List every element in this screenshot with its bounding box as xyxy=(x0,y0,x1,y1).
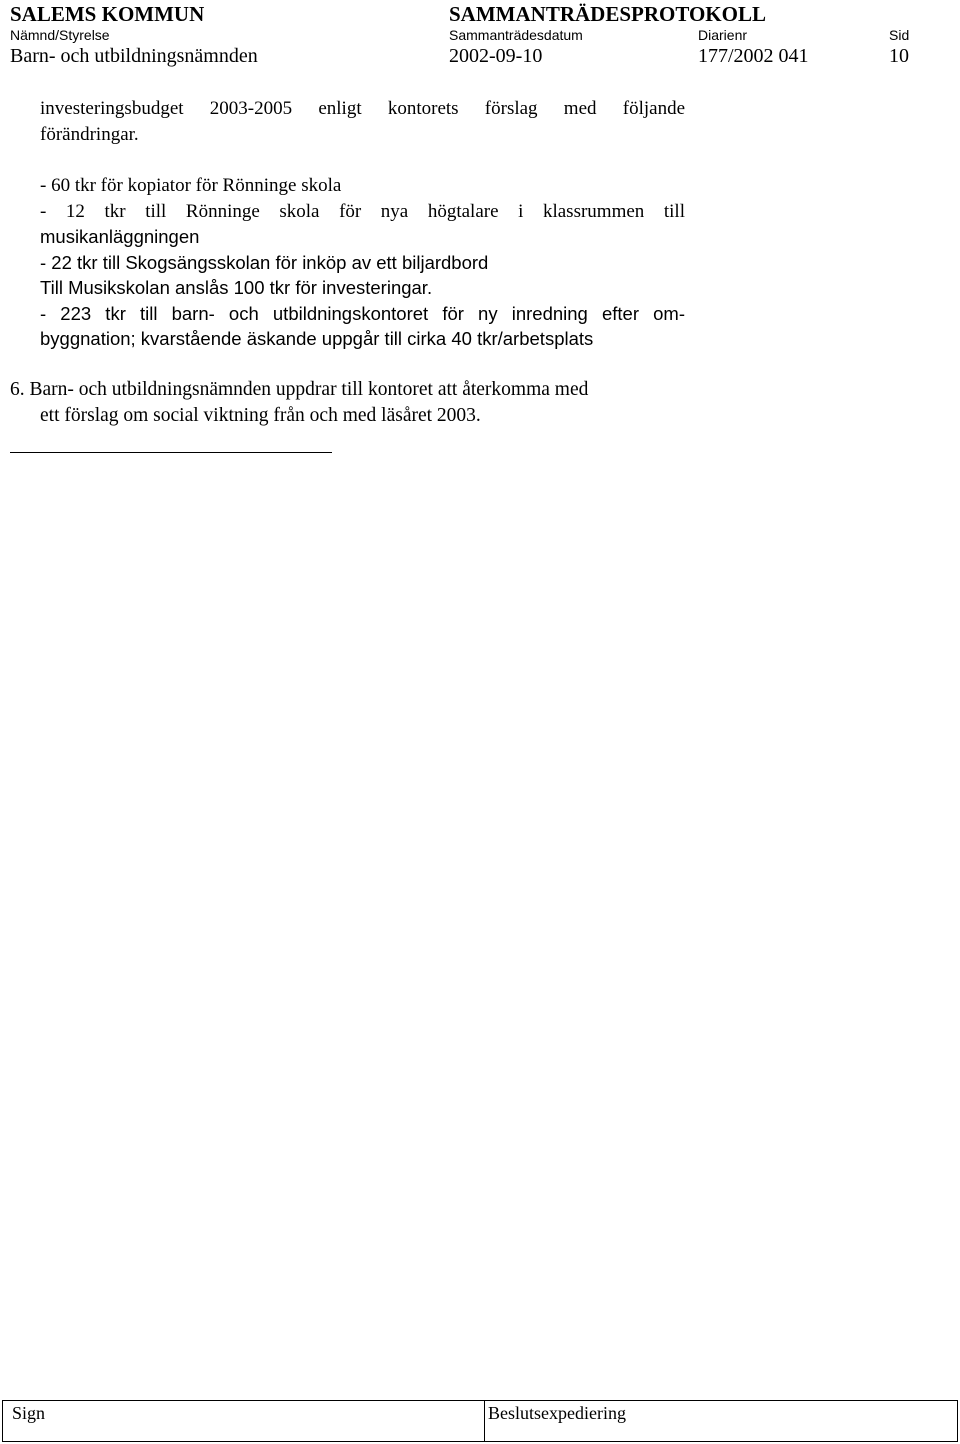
meeting-date-label: Sammanträdesdatum xyxy=(449,27,583,43)
end-rule xyxy=(10,452,332,453)
list-item: - 22 tkr till Skogsängsskolan för inköp av ett biljardbord xyxy=(40,251,489,273)
sign-label: Sign xyxy=(12,1403,46,1423)
document-type: SAMMANTRÄDESPROTOKOLL xyxy=(449,2,766,26)
decision-item-line: ett förslag om social viktning från och med läsåret 2003. xyxy=(40,404,481,426)
list-item: byggnation; kvarstående äskande uppgår till cirka 40 tkr/arbetsplats xyxy=(40,328,594,349)
decision-item-line xyxy=(10,377,588,403)
meeting-date: 2002-09-10 xyxy=(449,45,543,67)
item-number: 6. xyxy=(10,379,25,400)
intro-line: förändringar. xyxy=(40,123,139,145)
list-item: - 60 tkr för kopiator för Rönninge skola xyxy=(40,175,342,196)
diary-number-label: Diarienr xyxy=(698,27,748,43)
intro-paragraph xyxy=(40,96,685,147)
diary-number: 177/2002 041 xyxy=(698,45,809,67)
footer-box xyxy=(2,1400,958,1442)
list-item: musikanläggningen xyxy=(40,226,200,247)
board-label: Nämnd/Styrelse xyxy=(10,27,110,43)
dispatch-label: Beslutsexpediering xyxy=(488,1403,626,1423)
footer-divider xyxy=(484,1401,485,1441)
list-item: - 223 tkr till barn- och utbildningskontoret för ny inredning efter om- xyxy=(40,302,685,324)
decision-item-6 xyxy=(10,377,588,428)
organization-name: SALEMS KOMMUN xyxy=(10,2,205,26)
changes-list xyxy=(40,173,685,352)
intro-line: investeringsbudget 2003-2005 enligt kontorets förslag med följande xyxy=(40,98,685,119)
page-label: Sid xyxy=(889,27,910,43)
board-name: Barn- och utbildningsnämnden xyxy=(10,45,258,67)
list-item: Till Musikskolan anslås 100 tkr för investeringar. xyxy=(40,277,433,298)
item-text: Barn- och utbildningsnämnden uppdrar till kontoret att återkomma med xyxy=(29,379,589,400)
page-number: 10 xyxy=(889,45,909,67)
list-item: - 12 tkr till Rönninge skola för nya högtalare i klassrummen till xyxy=(40,200,685,222)
